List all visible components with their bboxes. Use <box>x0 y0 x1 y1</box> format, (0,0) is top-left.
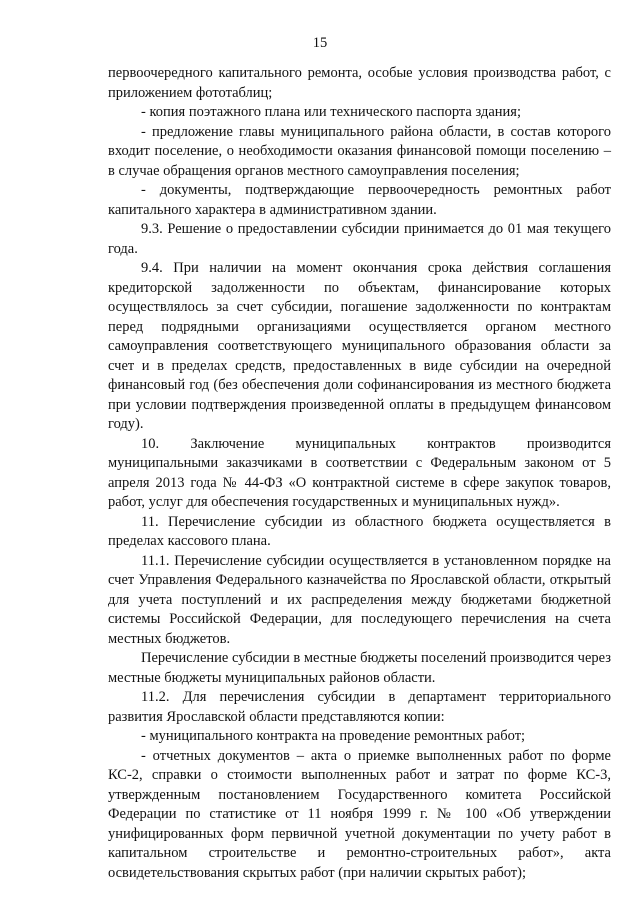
paragraph-11: 11.2. Для перечисления субсидии в департамент территориального развития Ярославской области представляются копии: <box>108 689 611 725</box>
paragraph-10: Перечисление субсидии в местные бюджеты поселений производится через местные бюджеты муниципальных районов области. <box>108 650 611 686</box>
paragraph-3: - предложение главы муниципального района области, в состав которого входит поселение, о необходимости оказания финансовой помощи поселению – в случае обращения органов местного самоуправления поселения; <box>108 123 611 179</box>
paragraph-8: 11. Перечисление субсидии из областного бюджета осуществляется в пределах кассового плана. <box>108 513 611 549</box>
page-number: 15 <box>312 35 328 51</box>
paragraph-1: первоочередного капитального ремонта, особые условия производства работ, с приложением фототаблиц; <box>108 65 611 101</box>
paragraph-2: - копия поэтажного плана или технического паспорта здания; <box>141 104 521 120</box>
paragraph-5: 9.3. Решение о предоставлении субсидии принимается до 01 мая текущего года. <box>108 221 611 257</box>
paragraph-12: - муниципального контракта на проведение ремонтных работ; <box>141 728 526 744</box>
paragraph-9: 11.1. Перечисление субсидии осуществляется в установленном порядке на счет Управления Федерального казначейства по Ярославской области, открытый для учета поступлений и их распределения между бюджетами бюджетной системы Российской Федерации, для последующего перечисления на счета местных бюджетов. <box>108 552 611 647</box>
paragraph-13: - отчетных документов – акта о приемке выполненных работ по форме КС-2, справки о стоимости выполненных работ и затрат по форме КС-3, утвержденным постановлением Государственного комитета Российской Федерации по статистике от 11 ноября 1999 г. № 100 «Об утверждении унифицированных форм первичной учетной документации по учету работ в капитальном строительстве и ремонтно-строительных работ», акта освидетельствования скрытых работ (при наличии скрытых работ); <box>108 747 611 881</box>
document-body <box>108 64 611 883</box>
paragraph-4: - документы, подтверждающие первоочередность ремонтных работ капитального характера в административном здании. <box>108 182 611 218</box>
paragraph-6: 9.4. При наличии на момент окончания срока действия соглашения кредиторской задолженности по объектам, финансирование которых осуществлялось за счет субсидии, погашение задолженности по контрактам перед подрядными организациями осуществляется органом местного самоуправления соответствующего муниципального образования области за счет и в пределах средств, предоставленных в виде субсидии на очередной финансовый год (без обеспечения доли софинансирования из местного бюджета при условии подтверждения произведенной оплаты в предыдущем финансовом году). <box>108 260 611 432</box>
paragraph-7: 10. Заключение муниципальных контрактов производится муниципальными заказчиками в соответствии с Федеральным законом от 5 апреля 2013 года № 44-ФЗ «О контрактной системе в сфере закупок товаров, работ, услуг для обеспечения государственных и муниципальных нужд». <box>108 435 611 510</box>
